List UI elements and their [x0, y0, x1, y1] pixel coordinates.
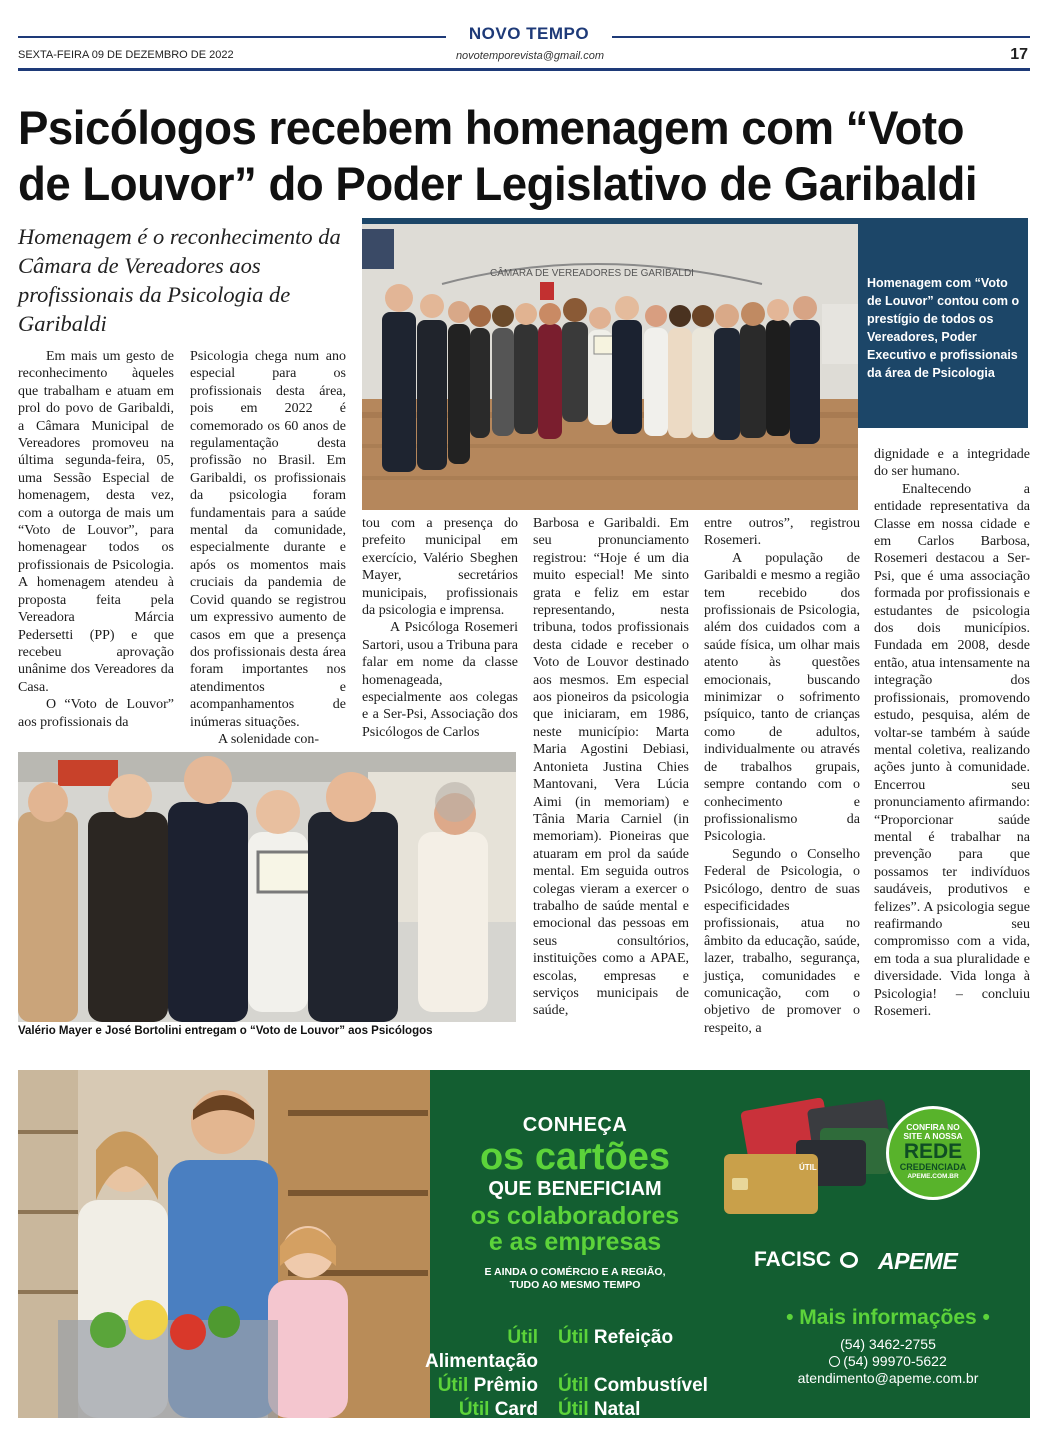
article-column-5 [704, 515, 860, 1037]
product-row [416, 1326, 726, 1374]
facisc-mark-icon [840, 1252, 858, 1268]
util-word: Útil [558, 1375, 589, 1396]
whatsapp-icon [829, 1356, 840, 1367]
product-name: Refeição [593, 1327, 674, 1348]
paragraph: Em mais um gesto de reconhecimento àqueles que trabalham e atuam em prol do povo de Garibaldi, a Câmara Municipal de Vereadores promoveu na última segunda-feira, 05, uma Sessão Especial de homenagem, desta vez, com a outorga de mais um “Voto de Louvor”, para homenagear todos os profissionais de Psicologia. A homenagem atendeu à proposta feita pela Vereadora Márcia Pedersetti (PP) e que recebeu aprovação unânime dos Vereadores da Casa. [18, 349, 174, 695]
paragraph: A solenidade con- [218, 731, 320, 747]
badge-rede: REDE [903, 1140, 963, 1163]
subhead: Homenagem é o reconhecimento da Câmara de Vereadores aos profissionais da Psicologia de Garibaldi [18, 224, 341, 336]
ad-cartoes: os cartões [479, 1136, 671, 1178]
paragraph: Segundo o Conselho Federal de Psicologia, o Psicólogo, dentro de suas especificidades profissionais, atua no âmbito da educação, saúde, lazer, trabalho, segurança, justiça, comunidades e comunicação, com o objetivo de promover o respeito, a [704, 846, 860, 1036]
paragraph: A Psicóloga Rosemeri Sartori, usou a Tribuna para falar em nome da classe homenageada, especialmente aos colegas e a Ser-Psi, Associação dos Psicólogos de Carlos [362, 620, 518, 740]
masthead-title: NOVO TEMPO [446, 24, 612, 48]
phone-whatsapp-row[interactable] [778, 1353, 998, 1370]
util-word: Útil [458, 1399, 490, 1418]
ad-family-photo [18, 1070, 430, 1418]
ad-contact-info [778, 1336, 998, 1387]
article-column-2 [190, 348, 346, 748]
group-photo-illustration [362, 224, 858, 510]
paragraph: Barbosa e Garibaldi. Em seu pronunciamento registrou: “Hoje é um dia muito especial! Me sinto grata e feliz em estar representando, nesta tribuna, todos profissionais desta cidade e receber o Voto de Louvor destinado aos mesmos. Em especial aos pioneiros da psicologia que iniciaram, em 1986, neste município: Marta Maria Agostini Debiasi, Antonieta Justina Chies Mantovani, Vera Lúcia Aimi (in memoriam) e Tânia Maria Carniel (in memoriam). Pioneiras que atuaram em prol da saúde mental. Em seguida outros colegas vieram a exercer o trabalho de saúde mental e emocional das pessoas em seus consultórios, instituições como a APAE, escolas, empresas e serviços municipais de saúde, [533, 516, 689, 1019]
paragraph: O “Voto de Louvor” aos profissionais da [18, 697, 174, 730]
product-name: Prêmio [473, 1375, 538, 1396]
apeme-logo: APEME [878, 1248, 958, 1274]
phone-whatsapp: (54) 99970-5622 [843, 1353, 947, 1369]
ad-products [416, 1326, 726, 1418]
paragraph: tou com a presença do prefeito municipal em exercício, Valério Sbeghen Mayer, secretários municipais, profissionais da psicologia e imprensa. [362, 516, 518, 619]
product-name: Combustível [593, 1375, 708, 1396]
article-column-3 [362, 515, 518, 741]
badge-line: CONFIRA NO [906, 1122, 960, 1132]
wall-lettering: CÂMARA DE VEREADORES DE GARIBALDI [490, 268, 694, 279]
ad-small-line: TUDO AO MESMO TEMPO [509, 1279, 641, 1291]
ad-logos [754, 1248, 994, 1276]
paragraph: Enaltecendo a entidade representativa da Classe em nossa cidade e em Carlos Barbosa, Rosemeri destacou a Ser-Psi, que é uma associação formada por profissionais e estudantes de psicologia dos dois municípios. Fundada em 2008, desde então, atua intensamente na integração dos profissionais, promovendo estudo, pesquisa, além de voltar-se também à saúde mental coletiva, realizando ações junto à comunidade. Encerrou seu pronunciamento afirmando: “Proporcionar saúde mental é trabalhar na prevenção para que possamos ter indivíduos saudáveis, produtivos e felizes”. A psicologia segue reafirmando seu compromisso com a vida, em toda a sua pluralidade e diversidade. Vida longa à Psicologia! – concluiu Rosemeri. [874, 481, 1030, 1019]
paragraph: dignidade e a integridade do ser humano. [874, 447, 1030, 480]
article-column-1 [18, 348, 174, 731]
ad-conheca: CONHEÇA [522, 1114, 628, 1136]
article-column-4 [533, 515, 689, 1020]
card-label: ÚTIL [799, 1163, 817, 1172]
paragraph: Psicologia chega num ano especial para os profissionais desta área, pois em 2022 é comemorado os 60 anos de regulamentação desta profissão no Brasil. Em Garibaldi, os profissionais da psicologia foram fundamentais para a saúde mental da comunidade, especialmente durante e após os momentos mais cruciais da pandemia de Covid quando se registrou um expressivo aumento de casos em que a presença dos profissionais desta área foram importantes nos atendimentos e acompanhamentos de inúmeras situações. [190, 349, 346, 730]
badge-line: SITE A NOSSA [903, 1131, 963, 1141]
phone-landline[interactable]: (54) 3462-2755 [840, 1336, 936, 1352]
paragraph: entre outros”, registrou Rosemeri. [704, 516, 860, 549]
article-column-6 [874, 446, 1030, 1020]
cards-illustration [724, 1098, 896, 1218]
product-name: Card [494, 1399, 538, 1418]
ad-empresas: e as empresas [488, 1228, 662, 1256]
award-photo [18, 752, 516, 1022]
paragraph: A população de Garibaldi e mesmo a região tem recebido dos profissionais de Psicologia, além dos cuidados com a saúde física, um olhar mais atento às questões emocionais, buscando minimizar o sofrimento psíquico, tanto de crianças como de adultos, individualmente ou através de trabalhos grupais, sempre contando com o conhecimento e profissionalismo da Psicologia. [704, 550, 860, 845]
headline: Psicólogos recebem homenagem com “Voto de Louvor” do Poder Legislativo de Garibaldi [18, 101, 978, 210]
facisc-logo: FACISC [754, 1248, 832, 1271]
util-word: Útil [558, 1327, 589, 1348]
badge-site: APEME.COM.BR [907, 1173, 959, 1180]
ad-small-line: E AINDA O COMÉRCIO E A REGIÃO, [484, 1266, 666, 1278]
photo1-caption: Homenagem com “Voto de Louvor” contou com o prestígio de todos os Vereadores, Poder Executivo e profissionais da área de Psicologia [867, 276, 1020, 380]
ad-family-illustration [18, 1070, 430, 1418]
badge-line: CREDENCIADA [899, 1162, 967, 1172]
product-row [416, 1374, 726, 1398]
advertisement [18, 1070, 1030, 1418]
util-word: Útil [558, 1399, 589, 1418]
group-photo [362, 224, 858, 510]
masthead-email: novotemporevista@gmail.com [455, 50, 605, 62]
contact-email[interactable]: atendimento@apeme.com.br [797, 1370, 979, 1386]
ad-cards-image [724, 1098, 896, 1218]
ad-beneficiam: QUE BENEFICIAM [488, 1178, 662, 1200]
masthead-rule-bottom [18, 68, 1030, 71]
page-number: 17 [1010, 46, 1028, 63]
util-word: Útil [507, 1327, 538, 1348]
product-row [416, 1398, 726, 1418]
ad-small-text [438, 1266, 712, 1292]
util-word: Útil [437, 1375, 469, 1396]
product-name: Natal [593, 1399, 641, 1418]
product-name: Alimentação [425, 1351, 538, 1372]
masthead-date: SEXTA-FEIRA 09 DE DEZEMBRO DE 2022 [18, 49, 234, 61]
rede-credenciada-badge[interactable] [886, 1106, 980, 1200]
ad-info-title: • Mais informações • [786, 1306, 990, 1329]
award-photo-illustration [18, 752, 516, 1022]
photo1-caption-box [858, 218, 1028, 428]
photo2-caption: Valério Mayer e José Bortolini entregam o “Voto de Louvor” aos Psicólogos [18, 1025, 433, 1037]
ad-colaboradores: os colaboradores [470, 1202, 680, 1230]
